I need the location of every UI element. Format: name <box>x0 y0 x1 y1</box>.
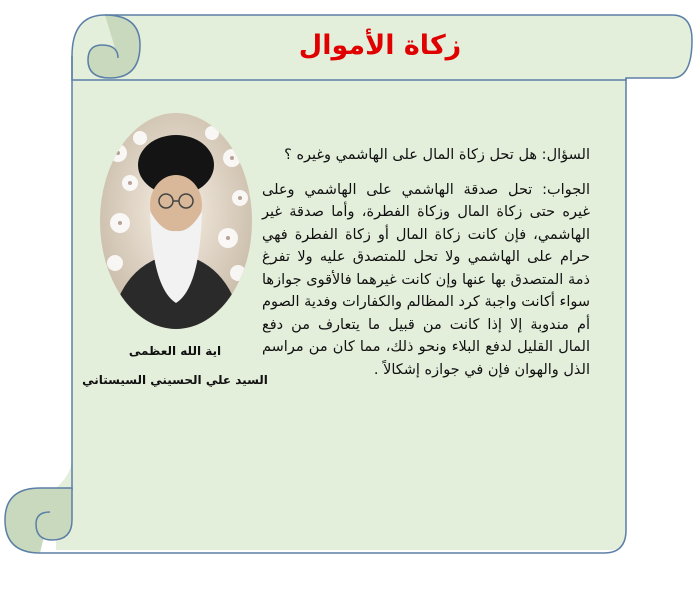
portrait-illustration <box>100 113 252 329</box>
portrait-caption-title: اية الله العظمى <box>128 344 222 358</box>
portrait-caption-name: السيد علي الحسيني السيستاني <box>82 373 268 387</box>
portrait-image <box>100 113 252 329</box>
answer-paragraph: الجواب: تحل صدقة الهاشمي على الهاشمي وعلى غيره حتى زكاة المال وزكاة الفطرة، وأما صدقة غير الهاشمي، فإن كانت زكاة المال أو زكاة الفطرة فهي حرام على الهاشمي ولا تحل للمتصدق عليه ولا تفرغ ذمة المتصدق بها عنها وإن كانت غيرهما فالأقوى جوازها سواء أكانت واجبة كرد المظالم والكفارات وفدية الصوم أم مندوبة إلا إذا كانت من قبيل ما يتعارف من دفع المال القليل لدفع البلاء ونحو ذلك، مما كان من مراسم الذل والهوان فإن في جوازه إشكالاً . <box>262 181 590 378</box>
question-paragraph: السؤال: هل تحل زكاة المال على الهاشمي وغيره ؟ <box>284 147 590 163</box>
content-text <box>262 144 590 393</box>
page-title: زكاة الأموال <box>298 30 462 61</box>
